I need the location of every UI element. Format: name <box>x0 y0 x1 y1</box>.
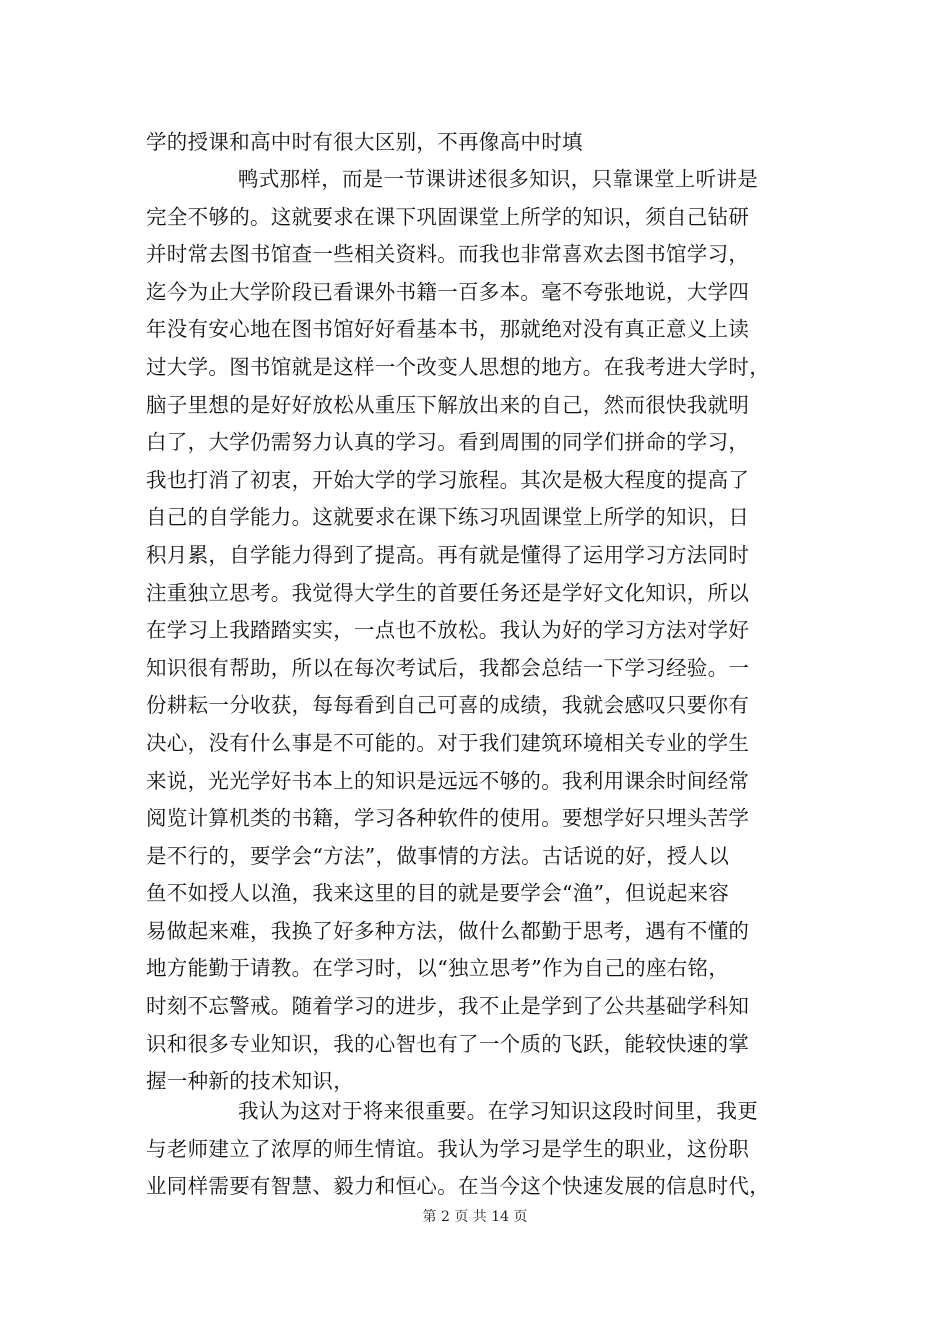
text-line: 我也打消了初衷，开始大学的学习旅程。其次是极大程度的提高了 <box>146 467 750 492</box>
text-line: 阅览计算机类的书籍，学习各种软件的使用。要想学好只埋头苦学 <box>146 806 750 831</box>
text-line: 是不行的，要学会“方法”，做事情的方法。古话说的好，授人以 <box>146 843 730 868</box>
text-line: 份耕耘一分收获，每每看到自己可喜的成绩，我就会感叹只要你有 <box>146 693 750 718</box>
text-line: 过大学。图书馆就是这样一个改变人思想的地方。在我考进大学时， <box>146 354 770 379</box>
text-line: 鱼不如授人以渔，我来这里的目的就是要学会“渔”，但说起来容 <box>146 881 730 906</box>
text-line: 学的授课和高中时有很大区别，不再像高中时填 <box>146 130 583 154</box>
text-line: 自己的自学能力。这就要求在课下练习巩固课堂上所学的知识，日 <box>146 505 750 530</box>
text-line: 注重独立思考。我觉得大学生的首要任务还是学好文化知识，所以 <box>146 580 750 605</box>
text-line: 握一种新的技术知识， <box>146 1069 354 1094</box>
paragraph-1 <box>146 124 826 162</box>
text-line: 积月累，自学能力得到了提高。再有就是懂得了运用学习方法同时 <box>146 542 750 567</box>
text-line: 在学习上我踏踏实实，一点也不放松。我认为好的学习方法对学好 <box>146 618 750 643</box>
text-line: 来说，光光学好书本上的知识是远远不够的。我利用课余时间经常 <box>146 768 750 793</box>
text-line: 我认为这对于将来很重要。在学习知识这段时间里，我更 <box>238 1099 758 1123</box>
paragraph-2 <box>146 161 826 1101</box>
text-line: 年没有安心地在图书馆好好看基本书，那就绝对没有真正意义上读 <box>146 317 750 342</box>
text-line: 脑子里想的是好好放松从重压下解放出来的自己，然而很快我就明 <box>146 392 750 417</box>
text-line: 白了，大学仍需努力认真的学习。看到周围的同学们拼命的学习， <box>146 430 750 455</box>
paragraph-3 <box>146 1093 826 1206</box>
text-line: 并时常去图书馆查一些相关资料。而我也非常喜欢去图书馆学习， <box>146 242 750 267</box>
text-line: 鸭式那样，而是一节课讲述很多知识，只靠课堂上听讲是 <box>238 167 758 191</box>
text-line: 地方能勤于请教。在学习时，以“独立思考”作为自己的座右铭， <box>146 956 730 981</box>
footer-current-page: 2 <box>440 1209 450 1225</box>
footer-suffix: 页 <box>513 1209 528 1225</box>
text-line: 易做起来难，我换了好多种方法，做什么都勤于思考，遇有不懂的 <box>146 918 750 943</box>
footer-prefix: 第 <box>422 1209 437 1225</box>
text-line: 业同样需要有智慧、毅力和恒心。在当今这个快速发展的信息时代， <box>146 1174 770 1199</box>
text-line: 时刻不忘警戒。随着学习的进步，我不止是学到了公共基础学科知 <box>146 994 750 1019</box>
text-line: 完全不够的。这就要求在课下巩固课堂上所学的知识，须自己钻研 <box>146 204 750 229</box>
text-line: 决心，没有什么事是不可能的。对于我们建筑环境相关专业的学生 <box>146 730 750 755</box>
footer-middle: 页 共 <box>454 1209 487 1225</box>
text-line: 识和很多专业知识，我的心智也有了一个质的飞跃，能较快速的掌 <box>146 1031 750 1056</box>
text-line: 迄今为止大学阶段已看课外书籍一百多本。毫不夸张地说，大学四 <box>146 279 750 304</box>
page-footer <box>0 1207 950 1227</box>
text-line: 与老师建立了浓厚的师生情谊。我认为学习是学生的职业，这份职 <box>146 1136 750 1161</box>
text-line: 知识很有帮助，所以在每次考试后，我都会总结一下学习经验。一 <box>146 655 750 680</box>
footer-total-pages: 14 <box>491 1209 510 1225</box>
